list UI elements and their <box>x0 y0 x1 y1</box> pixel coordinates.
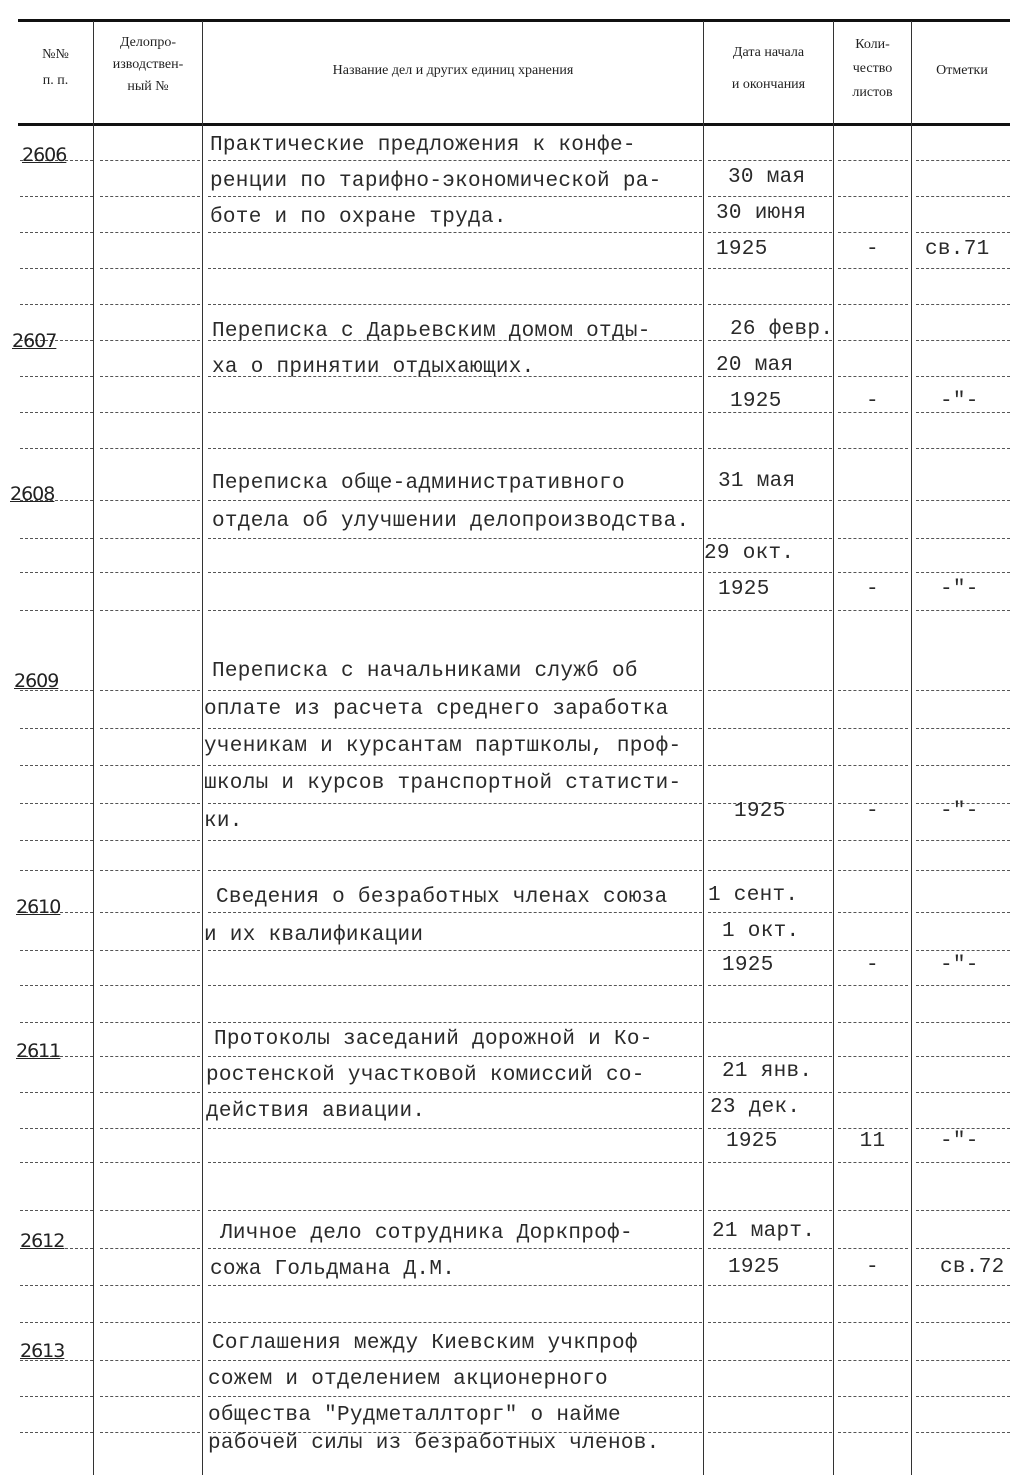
ruled-line <box>100 572 200 573</box>
ruled-line <box>20 1128 93 1129</box>
ruled-line <box>208 690 702 691</box>
ruled-line <box>838 985 908 986</box>
ruled-line <box>916 1056 1010 1057</box>
ruled-line <box>838 304 908 305</box>
ruled-line <box>916 610 1010 611</box>
ruled-line <box>100 538 200 539</box>
ruled-line <box>838 912 908 913</box>
ruled-line <box>916 196 1010 197</box>
entry-date: 1 сент. <box>708 884 799 907</box>
ruled-line <box>916 572 1010 573</box>
ruled-line <box>708 268 832 269</box>
ruled-line <box>916 1092 1010 1093</box>
entry-title-line: Переписка с начальниками служб об <box>212 660 638 683</box>
entry-number: 2609 <box>14 670 59 692</box>
entry-sheets: 11 <box>859 1130 886 1153</box>
header-sheets-line: листов <box>852 85 893 100</box>
header-title: Название дел и других единиц хранения <box>332 63 574 78</box>
ruled-line <box>708 160 832 161</box>
entry-sheets: - <box>866 390 879 413</box>
ruled-line <box>708 912 832 913</box>
ruled-line <box>708 1248 832 1249</box>
ruled-line <box>208 232 702 233</box>
ruled-line <box>838 572 908 573</box>
ruled-line <box>20 412 93 413</box>
ruled-line <box>208 1396 702 1397</box>
ruled-line <box>708 1360 832 1361</box>
ruled-line <box>20 1432 93 1433</box>
ruled-line <box>838 870 908 871</box>
entry-title-line: Протоколы заседаний дорожной и Ко- <box>214 1028 653 1051</box>
header-dates-line: и окончания <box>731 77 806 92</box>
ruled-line <box>708 870 832 871</box>
ruled-line <box>708 950 832 951</box>
entry-title-line: общества "Рудметаллторг" о найме <box>208 1404 621 1427</box>
header-sheets-line: чество <box>852 61 893 76</box>
ruled-line <box>838 950 908 951</box>
entry-date: 1925 <box>734 800 786 823</box>
ruled-line <box>20 985 93 986</box>
ruled-line <box>100 765 200 766</box>
ruled-line <box>100 304 200 305</box>
ruled-line <box>838 1396 908 1397</box>
ruled-line <box>208 950 702 951</box>
ruled-line <box>20 1396 93 1397</box>
ruled-line <box>208 765 702 766</box>
entry-date: 1925 <box>722 954 774 977</box>
ruled-line <box>20 1092 93 1093</box>
ruled-line <box>208 1360 702 1361</box>
ruled-line <box>838 538 908 539</box>
ruled-line <box>208 500 702 501</box>
header-office-line: Делопро- <box>119 35 177 50</box>
ruled-line <box>100 232 200 233</box>
ruled-line <box>100 840 200 841</box>
ruled-line <box>708 1322 832 1323</box>
ruled-line <box>838 1162 908 1163</box>
entry-number: 2613 <box>20 1340 65 1362</box>
ruled-line <box>208 1210 702 1211</box>
entry-title-line: ренции по тарифно-экономической ра- <box>210 170 662 193</box>
ruled-line <box>838 196 908 197</box>
entry-title-line: ха о принятии отдыхающих. <box>212 356 535 379</box>
entry-number: 2610 <box>16 896 61 918</box>
ruled-line <box>916 268 1010 269</box>
ruled-line <box>916 304 1010 305</box>
ruled-line <box>100 728 200 729</box>
entry-number: 2612 <box>20 1230 65 1252</box>
ruled-line <box>838 840 908 841</box>
ruled-line <box>708 765 832 766</box>
ruled-line <box>916 1432 1010 1433</box>
ruled-line <box>708 448 832 449</box>
ruled-line <box>838 765 908 766</box>
ruled-line <box>20 196 93 197</box>
header-number-line: №№ <box>42 47 69 62</box>
ruled-line <box>100 340 200 341</box>
ruled-line <box>708 985 832 986</box>
ruled-line <box>20 610 93 611</box>
ruled-line <box>708 728 832 729</box>
table-top-rule <box>18 19 1010 22</box>
entry-notes: -"- <box>940 390 979 413</box>
ruled-line <box>916 985 1010 986</box>
entry-sheets: - <box>866 1256 879 1279</box>
ruled-line <box>916 1022 1010 1023</box>
ruled-line <box>708 572 832 573</box>
ruled-line <box>100 196 200 197</box>
header-sheets <box>834 35 911 103</box>
column-divider <box>703 21 704 1475</box>
entry-number: 2608 <box>10 483 55 505</box>
header-dates <box>704 42 833 96</box>
ruled-line <box>838 160 908 161</box>
entry-date: 29 окт. <box>704 542 795 565</box>
ruled-line <box>708 304 832 305</box>
entry-date: 1925 <box>716 238 768 261</box>
ruled-line <box>708 1396 832 1397</box>
ruled-line <box>708 1285 832 1286</box>
entry-title-line: Сведения о безработных членах союза <box>216 886 668 909</box>
entry-notes: св.71 <box>925 238 990 261</box>
ruled-line <box>20 765 93 766</box>
ruled-line <box>100 376 200 377</box>
ruled-line <box>838 1322 908 1323</box>
ruled-line <box>208 1248 702 1249</box>
ruled-line <box>20 572 93 573</box>
entry-title-line: Переписка с Дарьевским домом отды- <box>212 320 651 343</box>
entry-notes: -"- <box>940 578 979 601</box>
entry-date: 21 март. <box>712 1220 816 1243</box>
ruled-line <box>208 268 702 269</box>
ruled-line <box>20 304 93 305</box>
ruled-line <box>916 1396 1010 1397</box>
ruled-line <box>208 160 702 161</box>
ruled-line <box>916 376 1010 377</box>
ruled-line <box>208 840 702 841</box>
entry-title-line: отдела об улучшении делопроизводства. <box>212 510 690 533</box>
ruled-line <box>708 1022 832 1023</box>
ruled-line <box>838 1248 908 1249</box>
ruled-line <box>20 1210 93 1211</box>
entry-date: 1 окт. <box>722 920 800 943</box>
ruled-line <box>20 1322 93 1323</box>
column-divider <box>202 21 203 1475</box>
entry-date: 1925 <box>726 1130 778 1153</box>
entry-sheets: - <box>866 954 879 977</box>
ruled-line <box>916 340 1010 341</box>
ruled-line <box>708 1432 832 1433</box>
ruled-line <box>916 950 1010 951</box>
ruled-line <box>708 610 832 611</box>
ruled-line <box>708 538 832 539</box>
ruled-line <box>208 538 702 539</box>
column-divider <box>911 21 912 1475</box>
entry-title-line: ученикам и курсантам партшколы, проф- <box>204 735 682 758</box>
ruled-line <box>838 1022 908 1023</box>
header-office-number <box>94 32 202 98</box>
ruled-line <box>708 232 832 233</box>
entry-date: 21 янв. <box>722 1060 813 1083</box>
ruled-line <box>208 870 702 871</box>
entry-title-line: ростенской участковой комиссий со- <box>206 1064 645 1087</box>
ruled-line <box>838 376 908 377</box>
ruled-line <box>916 870 1010 871</box>
ruled-line <box>100 448 200 449</box>
ruled-line <box>708 1162 832 1163</box>
ruled-line <box>100 1162 200 1163</box>
entry-title-line: боте и по охране труда. <box>210 206 507 229</box>
ruled-line <box>916 160 1010 161</box>
ruled-line <box>208 572 702 573</box>
ruled-line <box>208 304 702 305</box>
ruled-line <box>208 728 702 729</box>
ruled-line <box>708 840 832 841</box>
entry-date: 30 июня <box>716 202 807 225</box>
entry-date: 23 дек. <box>710 1096 801 1119</box>
ruled-line <box>916 232 1010 233</box>
ruled-line <box>708 1210 832 1211</box>
ruled-line <box>100 500 200 501</box>
header-sheets-line: Коли- <box>855 37 890 52</box>
header-office-line: ный № <box>127 79 169 94</box>
ruled-line <box>100 1022 200 1023</box>
entry-date: 26 февр. <box>730 318 834 341</box>
entry-title-line: и их квалификации <box>204 924 424 947</box>
ruled-line <box>916 690 1010 691</box>
ruled-line <box>20 376 93 377</box>
ruled-line <box>838 1092 908 1093</box>
entry-title-line: Переписка обще-административного <box>212 472 625 495</box>
entry-title-line: Практические предложения к конфе- <box>210 134 636 157</box>
entry-title-line: оплате из расчета среднего заработка <box>204 698 669 721</box>
ruled-line <box>100 1322 200 1323</box>
ruled-line <box>916 1248 1010 1249</box>
ruled-line <box>916 500 1010 501</box>
ruled-line <box>208 1285 702 1286</box>
ruled-line <box>100 950 200 951</box>
ruled-line <box>916 538 1010 539</box>
ruled-line <box>100 1360 200 1361</box>
entry-number: 2606 <box>22 144 67 166</box>
entry-sheets: - <box>866 800 879 823</box>
header-bottom-rule <box>18 123 1010 126</box>
ruled-line <box>20 870 93 871</box>
ruled-line <box>838 448 908 449</box>
ruled-line <box>208 1322 702 1323</box>
entry-notes: св.72 <box>940 1256 1005 1279</box>
ruled-line <box>100 870 200 871</box>
ruled-line <box>708 690 832 691</box>
ruled-line <box>208 803 702 804</box>
ruled-line <box>838 1128 908 1129</box>
ruled-line <box>708 500 832 501</box>
ruled-line <box>100 268 200 269</box>
entry-date: 30 мая <box>728 166 806 189</box>
ruled-line <box>20 728 93 729</box>
ruled-line <box>916 1285 1010 1286</box>
ruled-line <box>208 412 702 413</box>
ruled-line <box>100 985 200 986</box>
ruled-line <box>916 1128 1010 1129</box>
ruled-line <box>20 1162 93 1163</box>
header-number <box>18 44 93 92</box>
ruled-line <box>100 803 200 804</box>
ruled-line <box>838 690 908 691</box>
ruled-line <box>100 412 200 413</box>
entry-title-line: рабочей силы из безработных членов. <box>208 1432 660 1455</box>
ruled-line <box>916 1162 1010 1163</box>
ruled-line <box>838 268 908 269</box>
entry-sheets: - <box>866 238 879 261</box>
ruled-line <box>708 1128 832 1129</box>
ruled-line <box>100 1092 200 1093</box>
ruled-line <box>20 950 93 951</box>
column-divider <box>93 21 94 1475</box>
ruled-line <box>916 728 1010 729</box>
ruled-line <box>708 1056 832 1057</box>
entry-notes: -"- <box>940 954 979 977</box>
ruled-line <box>100 1432 200 1433</box>
ruled-line <box>100 1248 200 1249</box>
ruled-line <box>838 610 908 611</box>
ruled-line <box>20 538 93 539</box>
ruled-line <box>838 1285 908 1286</box>
ruled-line <box>916 1360 1010 1361</box>
ruled-line <box>838 728 908 729</box>
entry-sheets: - <box>866 578 879 601</box>
ruled-line <box>20 232 93 233</box>
ruled-line <box>208 196 702 197</box>
ruled-line <box>20 1022 93 1023</box>
ruled-line <box>708 1092 832 1093</box>
ruled-line <box>838 1056 908 1057</box>
entry-title-line: сожем и отделением акционерного <box>208 1368 608 1391</box>
ruled-line <box>100 610 200 611</box>
ruled-line <box>838 1360 908 1361</box>
ruled-line <box>20 840 93 841</box>
entry-date: 1925 <box>718 578 770 601</box>
ruled-line <box>208 1022 702 1023</box>
ruled-line <box>100 690 200 691</box>
ruled-line <box>916 912 1010 913</box>
ruled-line <box>100 1128 200 1129</box>
ruled-line <box>916 765 1010 766</box>
ruled-line <box>838 232 908 233</box>
ruled-line <box>708 196 832 197</box>
entry-date: 31 мая <box>718 470 796 493</box>
header-number-line: п. п. <box>42 73 69 88</box>
ruled-line <box>208 1056 702 1057</box>
ruled-line <box>208 1162 702 1163</box>
entry-title-line: Личное дело сотрудника Доркпроф- <box>220 1222 633 1245</box>
ruled-line <box>208 985 702 986</box>
ruled-line <box>20 448 93 449</box>
entry-date: 1925 <box>730 390 782 413</box>
ruled-line <box>208 448 702 449</box>
ruled-line <box>838 500 908 501</box>
entry-title-line: действия авиации. <box>206 1100 426 1123</box>
ruled-line <box>838 1210 908 1211</box>
ruled-line <box>208 1092 702 1093</box>
entry-notes: -"- <box>940 800 979 823</box>
header-notes: Отметки <box>936 63 988 78</box>
ruled-line <box>838 340 908 341</box>
ruled-line <box>208 1128 702 1129</box>
entry-title-line: школы и курсов транспортной статисти- <box>204 772 682 795</box>
ruled-line <box>100 1396 200 1397</box>
ruled-line <box>916 1210 1010 1211</box>
ruled-line <box>100 1056 200 1057</box>
ruled-line <box>916 840 1010 841</box>
ruled-line <box>208 610 702 611</box>
entry-number: 2607 <box>12 330 57 352</box>
entry-notes: -"- <box>940 1130 979 1153</box>
ruled-line <box>20 268 93 269</box>
ruled-line <box>100 912 200 913</box>
entry-title-line: Соглашения между Киевским учкпроф <box>212 1332 638 1355</box>
ruled-line <box>100 1210 200 1211</box>
header-office-line: изводствен- <box>112 57 184 72</box>
ruled-line <box>100 1285 200 1286</box>
ruled-line <box>20 1285 93 1286</box>
ruled-line <box>208 912 702 913</box>
entry-date: 1925 <box>728 1256 780 1279</box>
entry-title-line: сожа Гольдмана Д.М. <box>210 1258 456 1281</box>
header-dates-line: Дата начала <box>732 45 805 60</box>
ruled-line <box>916 1322 1010 1323</box>
entry-date: 20 мая <box>716 354 794 377</box>
entry-number: 2611 <box>16 1040 61 1062</box>
ruled-line <box>838 1432 908 1433</box>
ruled-line <box>20 803 93 804</box>
entry-title-line: ки. <box>204 810 243 833</box>
ruled-line <box>916 448 1010 449</box>
ruled-line <box>100 160 200 161</box>
